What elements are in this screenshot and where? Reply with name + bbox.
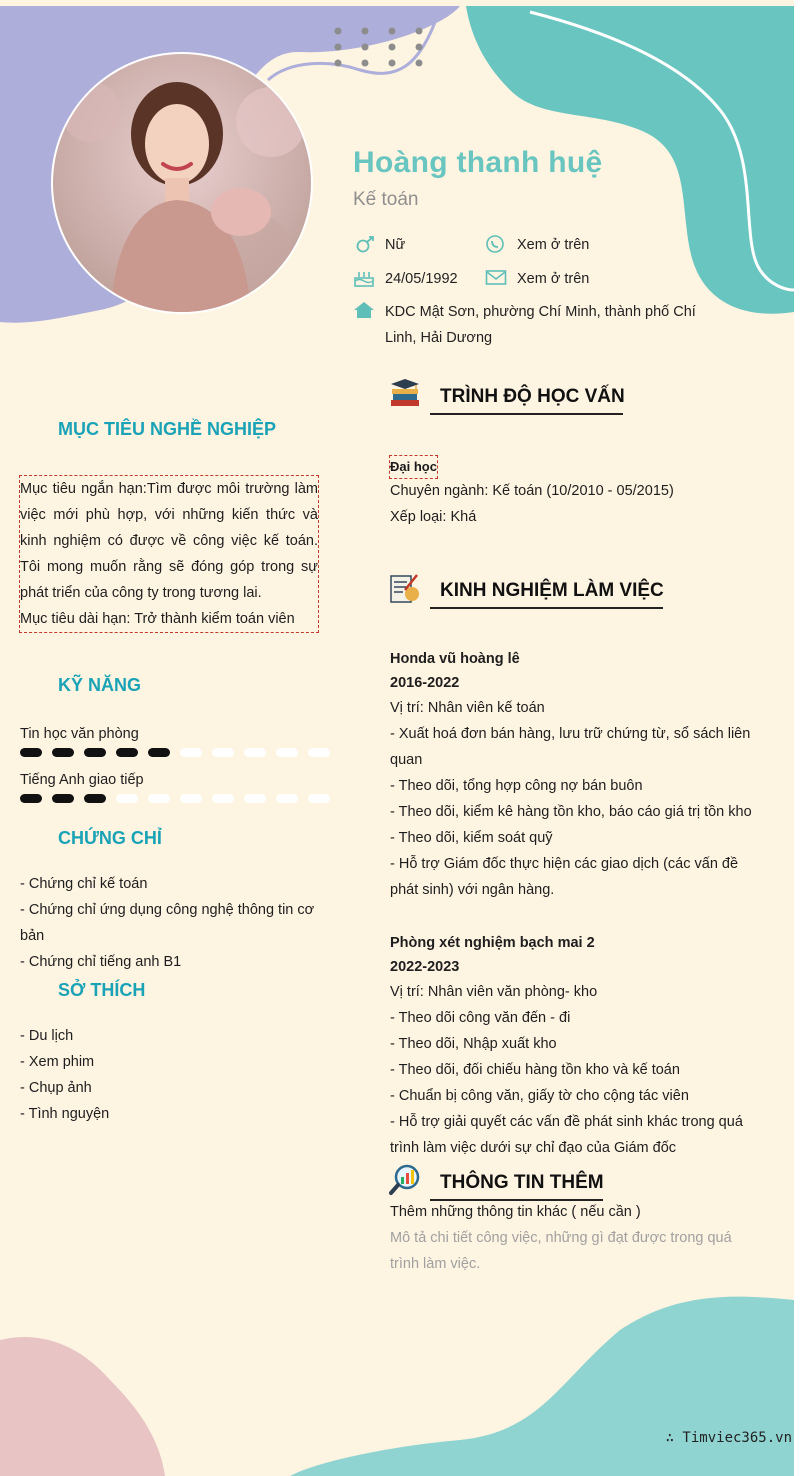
list-item: - Chứng chỉ ứng dụng công nghệ thông tin cơ bản bbox=[20, 902, 315, 944]
objective-heading: MỤC TIÊU NGHỀ NGHIỆP bbox=[58, 419, 277, 439]
certificates-heading: CHỨNG CHỈ bbox=[58, 828, 162, 848]
gender-value: Nữ bbox=[385, 237, 406, 253]
skills-heading: KỸ NĂNG bbox=[58, 675, 142, 695]
books-icon bbox=[389, 378, 421, 410]
job-period: 2022-2023 bbox=[390, 959, 460, 975]
rating-segment bbox=[52, 748, 74, 757]
rating-segment bbox=[276, 748, 298, 757]
job-duty: - Chuẩn bị công văn, giấy tờ cho cộng tác viên bbox=[390, 1088, 689, 1104]
skill-name: Tiếng Anh giao tiếp bbox=[20, 772, 144, 788]
additional-line-2: Mô tả chi tiết công việc, những gì đạt được trong quá trình làm việc. bbox=[390, 1230, 732, 1272]
job-duty: - Hỗ trợ giải quyết các vấn đề phát sinh khác trong quá trình làm việc dưới sự chỉ đạo của Giám đốc bbox=[390, 1114, 743, 1156]
list-item: - Chứng chỉ kế toán bbox=[20, 876, 148, 892]
skill-rating-bar bbox=[20, 794, 330, 803]
rating-segment bbox=[116, 794, 138, 803]
address-line-1: KDC Mật Sơn, phường Chí Minh, thành phố Chí bbox=[385, 304, 696, 320]
job-title: Kế toán bbox=[353, 189, 419, 210]
heading-underline bbox=[430, 607, 663, 609]
phone-value: Xem ở trên bbox=[517, 237, 590, 253]
rating-segment bbox=[84, 794, 106, 803]
list-item: - Tình nguyện bbox=[20, 1106, 110, 1122]
additional-heading: THÔNG TIN THÊM bbox=[440, 1172, 604, 1193]
heading-underline bbox=[430, 413, 623, 415]
job-duty: - Theo dõi công văn đến - đi bbox=[390, 1010, 571, 1026]
education-major: Chuyên ngành: Kế toán (10/2010 - 05/2015) bbox=[390, 483, 674, 499]
rating-segment bbox=[212, 748, 234, 757]
hobbies-heading: SỞ THÍCH bbox=[58, 980, 146, 1000]
home-icon bbox=[353, 300, 375, 320]
phone-icon bbox=[485, 235, 507, 255]
skill-rating-bar bbox=[20, 748, 330, 757]
rating-segment bbox=[180, 748, 202, 757]
rating-segment bbox=[244, 748, 266, 757]
job-period: 2016-2022 bbox=[390, 675, 460, 691]
objective-short-term: Mục tiêu ngắn hạn:Tìm được môi trường làm việc mới phù hợp, với những kiến thức và kinh nghiệm có được về công việc kế toán. Tôi mong muốn rằng sẽ đóng góp trong sự phát triển của công ty trong tương lai. bbox=[20, 481, 318, 601]
rating-segment bbox=[180, 794, 202, 803]
gender-icon bbox=[354, 235, 376, 255]
job-duty: - Theo dõi, đối chiếu hàng tồn kho và kế toán bbox=[390, 1062, 680, 1078]
mail-icon bbox=[485, 268, 507, 288]
hobbies-list bbox=[20, 1023, 109, 1127]
skill-name: Tin học văn phòng bbox=[20, 726, 139, 742]
job-position: Vị trí: Nhân viên kế toán bbox=[390, 700, 545, 716]
job-duty: - Theo dõi, kiểm kê hàng tồn kho, báo cáo giá trị tồn kho bbox=[390, 804, 752, 820]
rating-segment bbox=[52, 794, 74, 803]
rating-segment bbox=[84, 748, 106, 757]
education-grade: Xếp loại: Khá bbox=[390, 509, 477, 525]
rating-segment bbox=[212, 794, 234, 803]
objective-box bbox=[20, 476, 318, 632]
avatar bbox=[51, 52, 313, 314]
cake-icon bbox=[353, 268, 375, 288]
certificates-list bbox=[20, 871, 324, 975]
list-item: - Du lịch bbox=[20, 1028, 74, 1044]
job-duty: - Hỗ trợ Giám đốc thực hiện các giao dịch (các vấn đề phát sinh) với ngân hàng. bbox=[390, 856, 739, 898]
rating-segment bbox=[276, 794, 298, 803]
rating-segment bbox=[148, 748, 170, 757]
job-duty: - Theo dõi, Nhập xuất kho bbox=[390, 1036, 557, 1052]
experience-heading: KINH NGHIỆM LÀM VIỆC bbox=[440, 580, 664, 601]
work-icon bbox=[389, 572, 421, 604]
rating-segment bbox=[308, 748, 330, 757]
list-item: - Chứng chỉ tiếng anh B1 bbox=[20, 954, 182, 970]
job-company: Phòng xét nghiệm bạch mai 2 bbox=[390, 935, 595, 951]
address-line-2: Linh, Hải Dương bbox=[385, 330, 493, 346]
rating-segment bbox=[20, 794, 42, 803]
list-item: - Chụp ảnh bbox=[20, 1080, 92, 1096]
rating-segment bbox=[20, 748, 42, 757]
email-value: Xem ở trên bbox=[517, 271, 590, 287]
education-school: Đại học bbox=[390, 456, 437, 478]
candidate-name: Hoàng thanh huệ bbox=[353, 146, 603, 179]
additional-line-1: Thêm những thông tin khác ( nếu cần ) bbox=[390, 1204, 641, 1220]
magnifier-chart-icon bbox=[389, 1164, 421, 1196]
job-duty: - Theo dõi, kiểm soát quỹ bbox=[390, 830, 553, 846]
job-company: Honda vũ hoàng lê bbox=[390, 651, 520, 667]
job-duty: - Xuất hoá đơn bán hàng, lưu trữ chứng từ, sổ sách liên quan bbox=[390, 726, 751, 768]
rating-segment bbox=[116, 748, 138, 757]
birthday-value: 24/05/1992 bbox=[385, 271, 458, 287]
job-position: Vị trí: Nhân viên văn phòng- kho bbox=[390, 984, 598, 1000]
rating-segment bbox=[308, 794, 330, 803]
list-item: - Xem phim bbox=[20, 1054, 95, 1070]
job-entry bbox=[390, 931, 765, 1161]
education-heading: TRÌNH ĐỘ HỌC VẤN bbox=[440, 386, 625, 407]
rating-segment bbox=[244, 794, 266, 803]
brand-watermark: ∴ Timviec365.vn bbox=[665, 1430, 792, 1446]
job-duty: - Theo dõi, tổng hợp công nợ bán buôn bbox=[390, 778, 643, 794]
rating-segment bbox=[148, 794, 170, 803]
job-entry bbox=[390, 647, 765, 903]
objective-long-term: Mục tiêu dài hạn: Trở thành kiểm toán viên bbox=[20, 611, 295, 627]
